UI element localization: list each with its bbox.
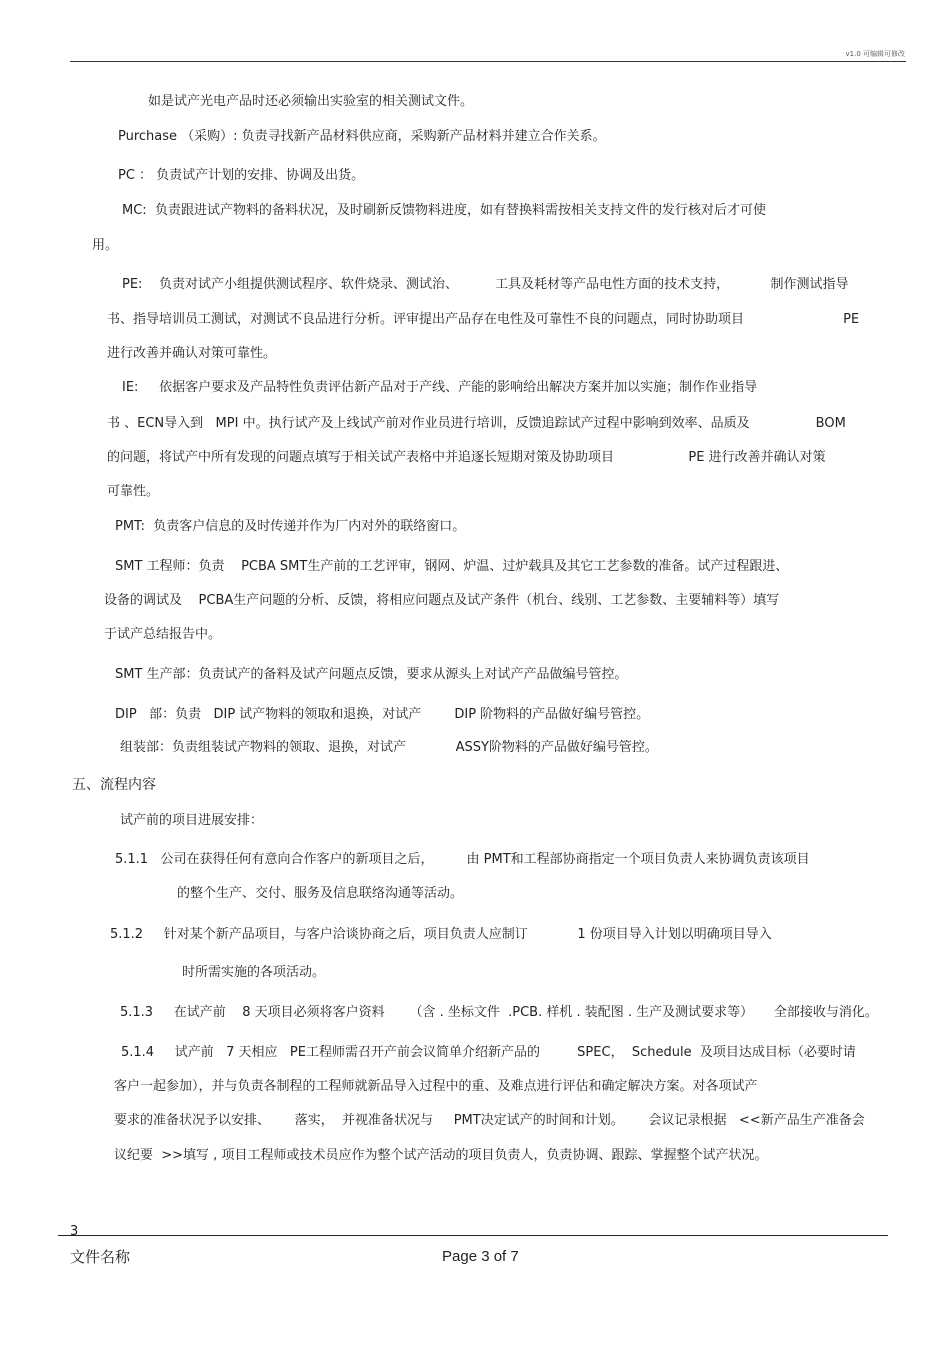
text-line: PC ： 负责试产计划的安排、协调及出货。 <box>118 168 365 183</box>
text-line: 用。 <box>92 238 119 253</box>
text-line: 进行改善并确认对策可靠性。 <box>107 346 277 361</box>
text-line: MC: 负责跟进试产物料的备料状况，及时刷新反馈物料进度，如有替换料需按相关支持文件的发行核对后才可使 <box>122 203 766 218</box>
header-version-tag: v1.0 可编辑可修改 <box>845 50 905 58</box>
text-line: 5.1.3 在试产前 8 天项目必须将客户资料 （含 . 坐标文件 .PCB. 样机 . 装配图 . 生产及测试要求等） 全部接收与消化。 <box>120 1005 878 1020</box>
text-line: 试产前的项目进展安排： <box>120 813 264 828</box>
text-line: 要求的准备状况予以安排、 落实， 并视准备状况与 PMT决定试产的时间和计划。 会议记录根据 <<新产品生产准备会 <box>114 1113 865 1128</box>
text-line: 组装部：负责组装试产物料的领取、退换，对试产 ASSY阶物料的产品做好编号管控。 <box>120 740 658 755</box>
text-line: 书、指导培训员工测试，对测试不良品进行分析。评审提出产品存在电性及可靠性不良的问题点，同时协助项目 PE <box>107 312 860 327</box>
text-line: 5.1.2 针对某个新产品项目，与客户洽谈协商之后，项目负责人应制订 1 份项目导入计划以明确项目导入 <box>110 927 772 942</box>
footer-rule <box>58 1235 888 1236</box>
text-line: PE: 负责对试产小组提供测试程序、软件烧录、测试治、 工具及耗材等产品电性方面的技术支持， 制作测试指导 <box>122 277 849 292</box>
text-line: 的问题，将试产中所有发现的问题点填写于相关试产表格中并追逐长短期对策及协助项目 PE 进行改善并确认对策 <box>107 450 826 465</box>
header-rule <box>70 61 906 62</box>
text-line: 设备的调试及 PCBA生产问题的分析、反馈，将相应问题点及试产条件（机台、线别、工艺参数、主要辅料等）填写 <box>104 593 780 608</box>
text-line: SMT 生产部：负责试产的备料及试产问题点反馈，要求从源头上对试产产品做编号管控。 <box>115 667 628 682</box>
section-heading: 五、流程内容 <box>72 777 156 793</box>
footer-page-number: 3 <box>70 1224 79 1239</box>
text-line: 可靠性。 <box>107 484 160 499</box>
text-line: 5.1.4 试产前 7 天相应 PE工程师需召开产前会议简单介绍新产品的 SPEC， Schedule 及项目达成目标（必要时请 <box>121 1045 856 1060</box>
text-line: Purchase （采购）: 负责寻找新产品材料供应商，采购新产品材料并建立合作关系。 <box>118 129 606 144</box>
text-line: 客户一起参加），并与负责各制程的工程师就新品导入过程中的重、及难点进行评估和确定解决方案。对各项试产 <box>114 1079 758 1094</box>
footer-document-name: 文件名称 <box>70 1248 131 1266</box>
text-line: 5.1.1 公司在获得任何有意向合作客户的新项目之后， 由 PMT和工程部协商指定一个项目负责人来协调负责该项目 <box>115 852 810 867</box>
text-line: SMT 工程师：负责 PCBA SMT生产前的工艺评审，钢网、炉温、过炉载具及其它工艺参数的准备。试产过程跟进、 <box>115 559 789 574</box>
text-line: DIP 部：负责 DIP 试产物料的领取和退换，对试产 DIP 阶物料的产品做好编号管控。 <box>115 707 650 722</box>
text-line: PMT: 负责客户信息的及时传递并作为厂内对外的联络窗口。 <box>115 519 466 534</box>
text-line: 如是试产光电产品时还必须输出实验室的相关测试文件。 <box>148 94 474 109</box>
text-line: 的整个生产、交付、服务及信息联络沟通等活动。 <box>177 886 464 901</box>
text-line: IE: 依据客户要求及产品特性负责评估新产品对于产线、产能的影响给出解决方案并加以实施；制作作业指导 <box>122 380 758 395</box>
text-line: 书 、ECN导入到 MPI 中。执行试产及上线试产前对作业员进行培训，反馈追踪试产过程中影响到效率、品质及 BOM <box>107 416 846 431</box>
text-line: 于试产总结报告中。 <box>104 627 222 642</box>
text-line: 时所需实施的各项活动。 <box>182 965 326 980</box>
text-line: 议纪要 >>填写 , 项目工程师或技术员应作为整个试产活动的项目负责人，负责协调、跟踪、掌握整个试产状况。 <box>114 1148 768 1163</box>
footer-page-label: Page 3 of 7 <box>442 1248 519 1265</box>
